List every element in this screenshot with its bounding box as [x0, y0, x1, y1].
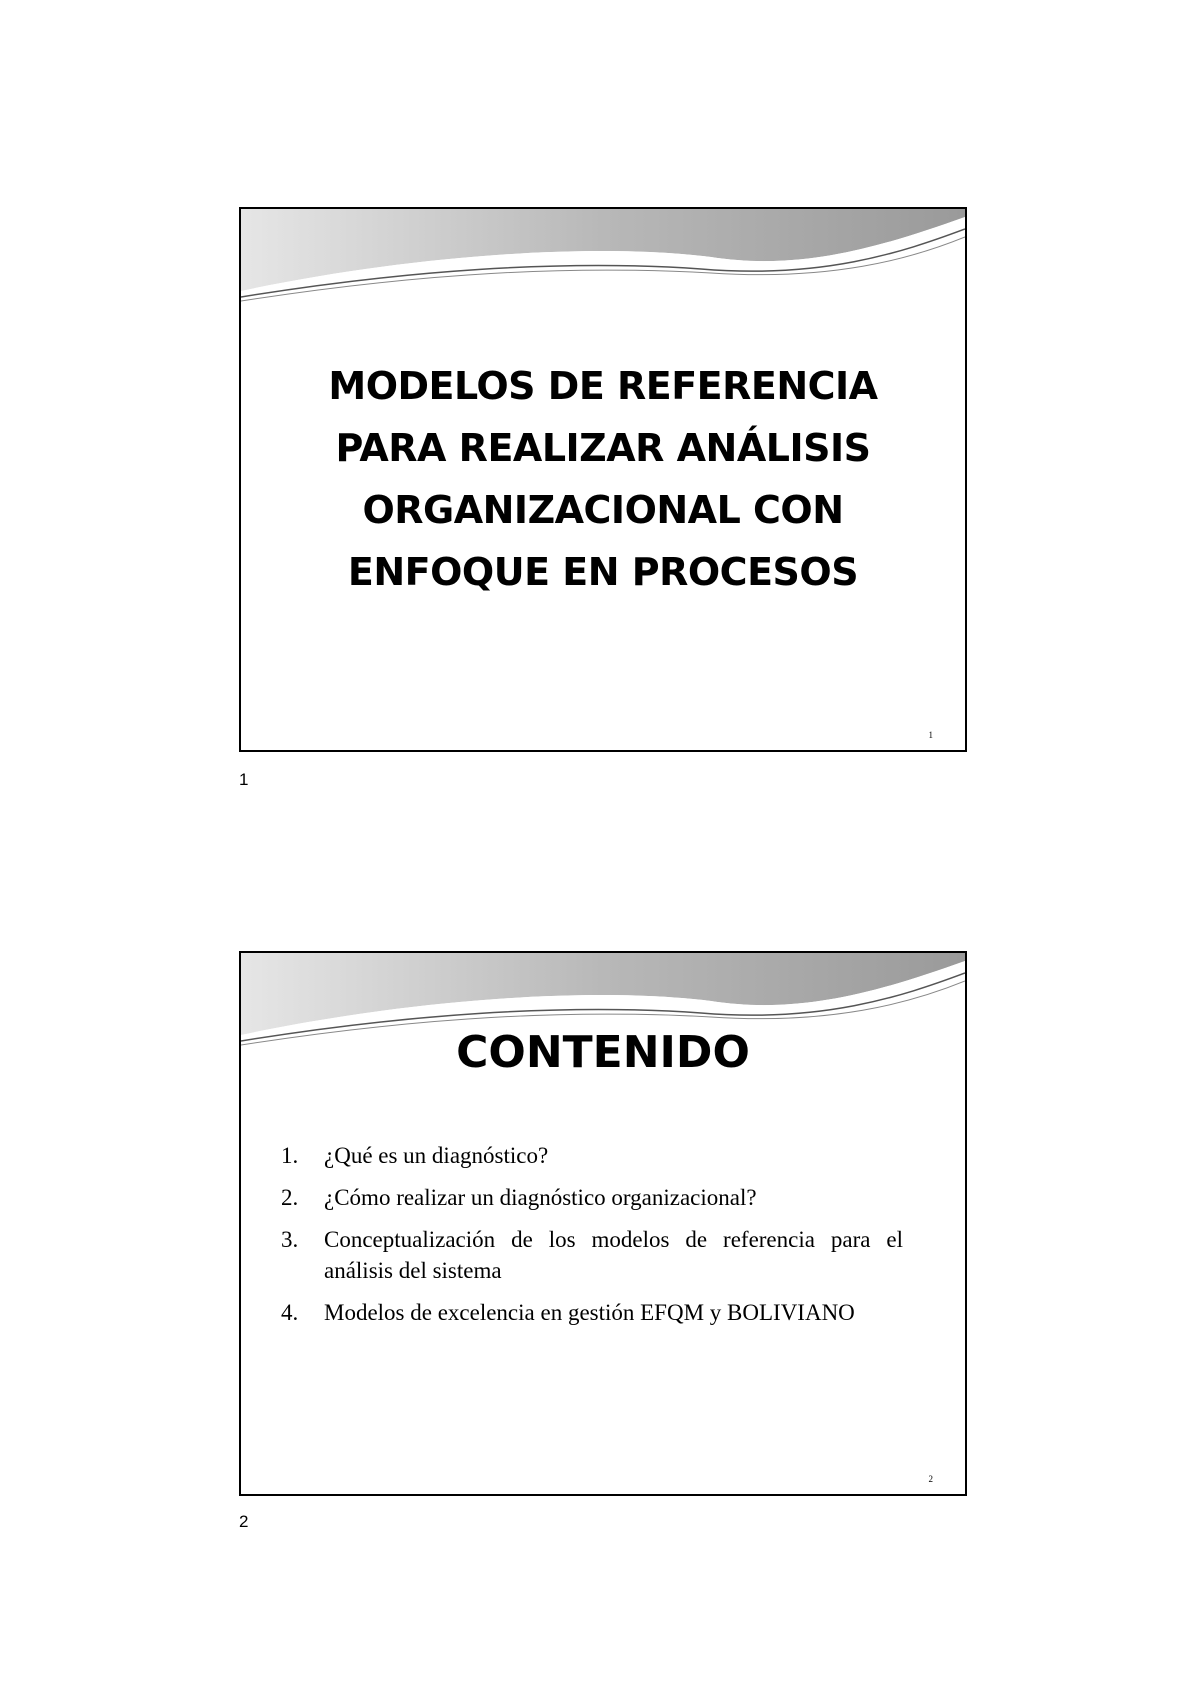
item-text: Conceptualización de los modelos de referencia para el análisis del sistema	[324, 1227, 903, 1283]
item-number: 2.	[281, 1185, 299, 1210]
slide-number: 2	[928, 1474, 933, 1484]
slide-number: 1	[928, 730, 933, 740]
page-number: 2	[239, 1512, 249, 1531]
slide-title	[241, 355, 965, 603]
item-text: ¿Qué es un diagnóstico?	[324, 1143, 549, 1168]
item-text: Modelos de excelencia en gestión EFQM y BOLIVIANO	[324, 1300, 855, 1325]
item-number: 4.	[281, 1300, 299, 1325]
slide-1	[239, 207, 967, 752]
list-item	[281, 1224, 903, 1286]
list-item	[281, 1182, 903, 1213]
title-line: ENFOQUE EN PROCESOS	[347, 550, 859, 594]
title-line: ORGANIZACIONAL CON	[362, 488, 844, 532]
page-number: 1	[239, 770, 249, 789]
item-number: 3.	[281, 1227, 299, 1252]
list-item	[281, 1297, 903, 1328]
slide-2	[239, 951, 967, 1496]
slide-header-wave	[241, 209, 965, 309]
title-line: PARA REALIZAR ANÁLISIS	[335, 426, 871, 470]
list-item	[281, 1140, 903, 1171]
item-number: 1.	[281, 1143, 299, 1168]
item-text: ¿Cómo realizar un diagnóstico organizacional?	[324, 1185, 757, 1210]
slide-heading: CONTENIDO	[456, 1027, 750, 1078]
contents-list	[281, 1140, 903, 1339]
title-line: MODELOS DE REFERENCIA	[328, 364, 878, 408]
